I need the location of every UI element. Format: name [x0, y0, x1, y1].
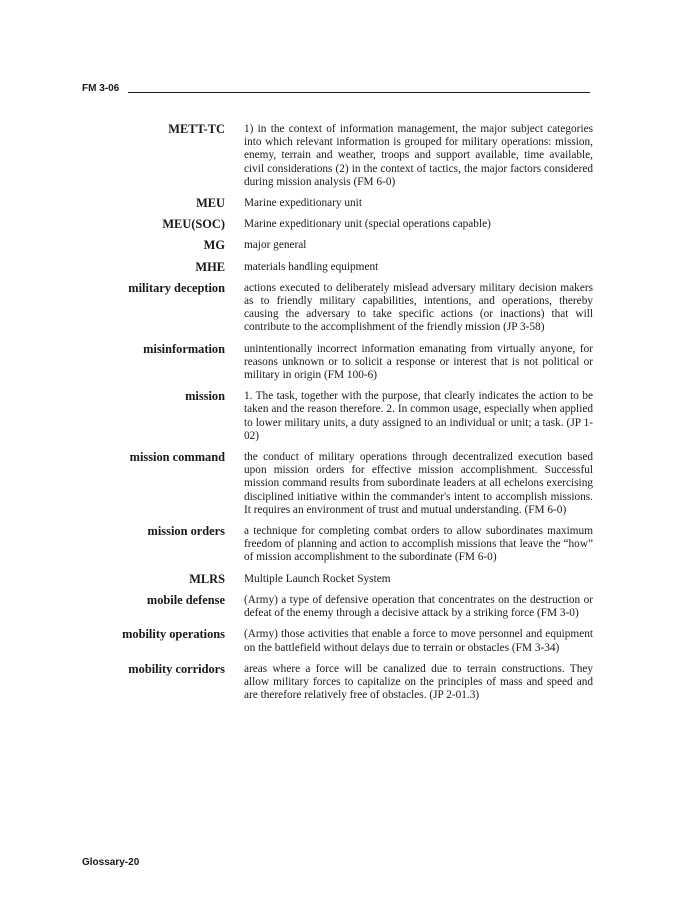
glossary-term: mission	[185, 389, 225, 404]
glossary-definition: Multiple Launch Rocket System	[244, 572, 391, 585]
glossary-entry-meu	[80, 195, 595, 210]
glossary-definition: materials handling equipment	[244, 260, 379, 273]
glossary-entry-mg	[80, 237, 595, 252]
glossary-term: military deception	[128, 280, 225, 295]
glossary-definition: Marine expeditionary unit (special operations capable)	[244, 218, 491, 231]
glossary-definition: a technique for completing combat orders to allow subordinates maximum freedom of planning and action to accomplish missions that leave the “how” of mission accomplishment to the subordinate (FM 6-0)	[244, 525, 593, 564]
glossary-term: mobility operations	[122, 627, 225, 642]
glossary-term: MHE	[195, 259, 225, 274]
glossary-entry-mett-tc	[80, 121, 595, 189]
glossary-term: MG	[203, 238, 225, 253]
glossary-definition: 1. The task, together with the purpose, that clearly indicates the action to be taken and the reason therefore. 2. In common usage, especially when applied to lower military units, a duty assigned to an individual or unit; a task. (JP 1-02)	[244, 390, 593, 442]
glossary-entry-mobility-corridors	[80, 661, 595, 703]
glossary-definition: (Army) a type of defensive operation that concentrates on the destruction or defeat of the enemy through a decisive attack by a striking force (FM 3-0)	[244, 593, 593, 620]
glossary-definition: 1) in the context of information management, the major subject categories into which relevant information is grouped for military operations: mission, enemy, terrain and weather, troops and support available, time available, civil considerations (2) in the context of tactics, the major factors considered during mission analysis (FM 6-0)	[244, 123, 593, 188]
glossary-term: MEU(SOC)	[162, 217, 225, 232]
glossary-entry-mission-orders	[80, 523, 595, 565]
glossary-definition: major general	[244, 239, 307, 252]
page-footer: Glossary-20	[82, 857, 140, 868]
glossary-entry-mlrs	[80, 571, 595, 586]
glossary-term: mission orders	[147, 524, 225, 539]
glossary-entry-mobile-defense	[80, 592, 595, 620]
glossary-definition: Marine expeditionary unit	[244, 197, 362, 210]
header-label: FM 3-06	[82, 83, 123, 95]
glossary-term: mobility corridors	[128, 661, 225, 676]
glossary-definition: the conduct of military operations through decentralized execution based upon mission orders for effective mission accomplishment. Successful mission command results from subordinate leaders at all echelons exercising disciplined initiative within the commander's intent to accomplish missions. It requires an environment of trust and mutual understanding. (FM 6-0)	[244, 451, 593, 516]
glossary-entry-misinformation	[80, 341, 595, 383]
glossary-term: MEU	[196, 196, 225, 211]
glossary-entry-mobility-operations	[80, 626, 595, 654]
glossary-entry-mhe	[80, 259, 595, 274]
glossary-term: METT-TC	[168, 122, 225, 136]
glossary-entry-meu-soc	[80, 216, 595, 231]
glossary-list	[80, 121, 595, 708]
page-header	[82, 83, 590, 97]
glossary-term: mission command	[129, 450, 225, 465]
glossary-entry-military-deception	[80, 280, 595, 335]
glossary-entry-mission-command	[80, 449, 595, 517]
glossary-term: MLRS	[189, 571, 225, 586]
glossary-term: misinformation	[143, 341, 225, 356]
glossary-definition: (Army) those activities that enable a force to move personnel and equipment on the battlefield without delays due to terrain or obstacles (FM 3-34)	[244, 628, 593, 654]
glossary-definition: unintentionally incorrect information emanating from virtually anyone, for reasons unknown or to solicit a response or interest that is not political or military in origin (FM 100-6)	[244, 342, 593, 382]
glossary-entry-mission	[80, 388, 595, 443]
glossary-definition: actions executed to deliberately mislead adversary military decision makers as to friendly military capabilities, intentions, and operations, thereby causing the adversary to take specific actions (or inactions) that will contribute to the accomplishment of the friendly mission (JP 3-58)	[244, 281, 593, 334]
header-rule	[128, 92, 590, 93]
glossary-definition: areas where a force will be canalized due to terrain constructions. They allow military forces to capitalize on the principles of mass and speed and are therefore relatively free of obstacles. (JP 2-01.3)	[244, 662, 593, 702]
glossary-term: mobile defense	[146, 592, 225, 607]
